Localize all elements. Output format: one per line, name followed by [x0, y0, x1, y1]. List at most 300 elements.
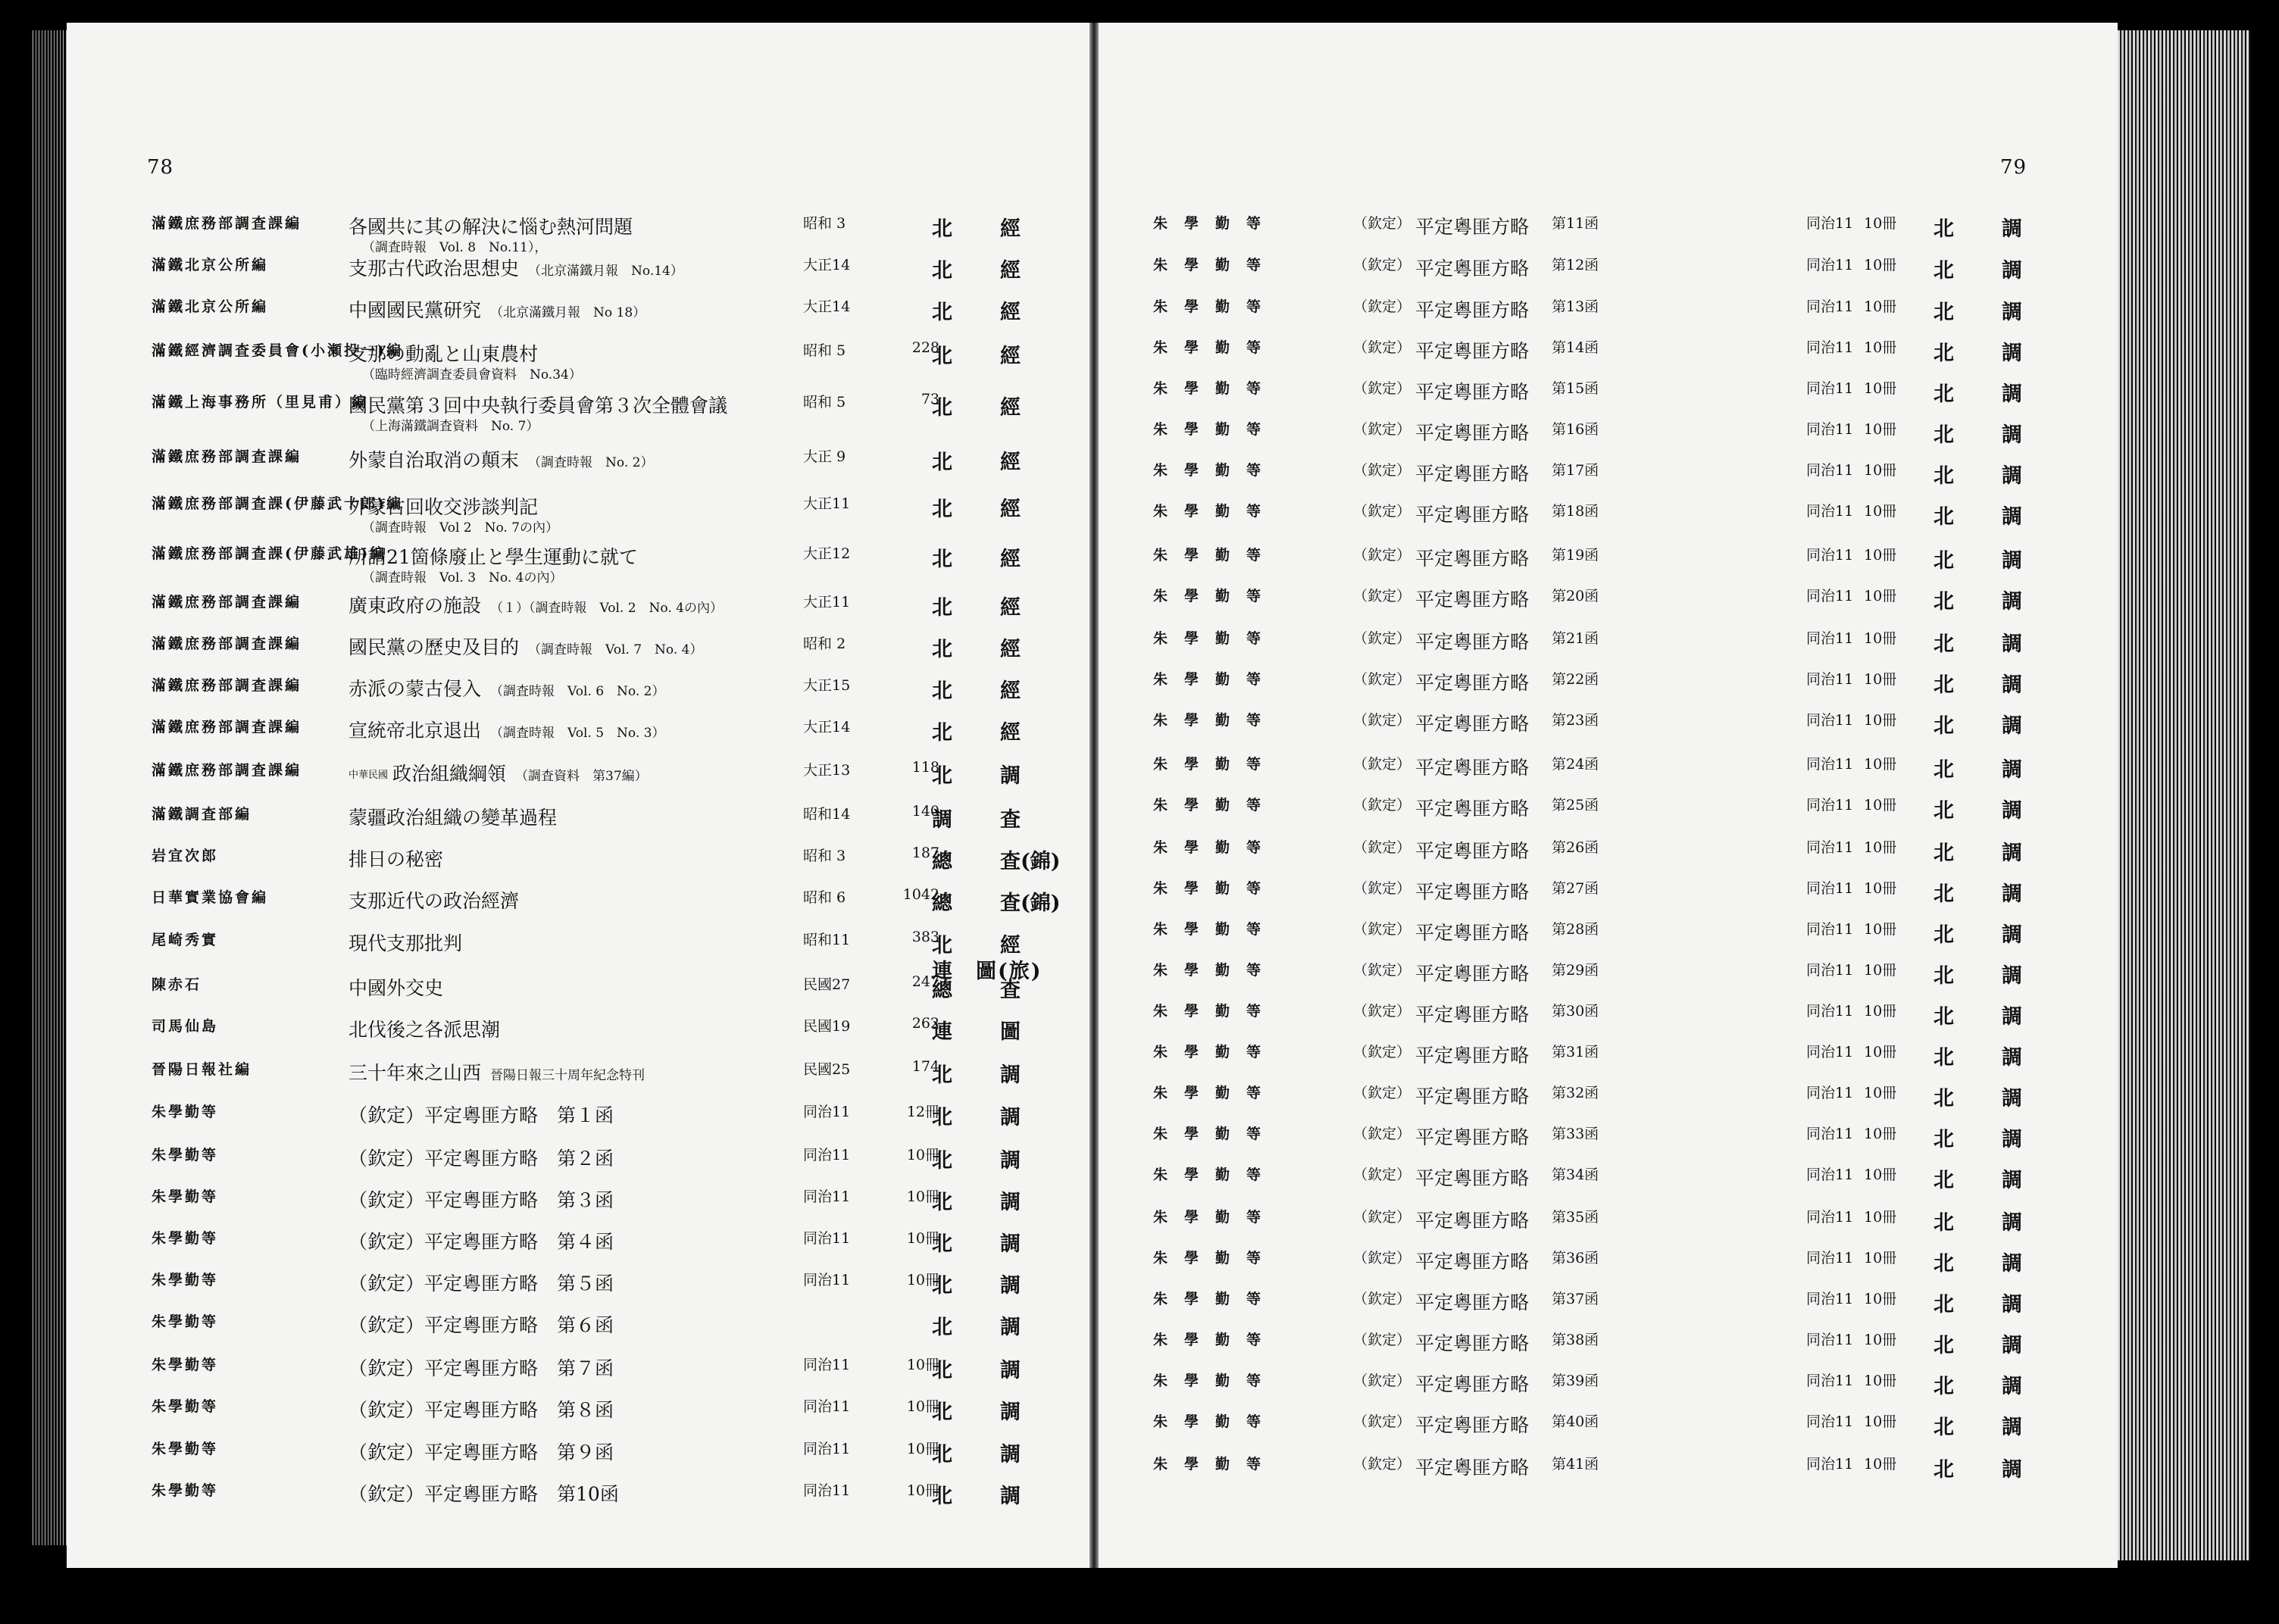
entry-class: 調	[2002, 423, 2022, 447]
entry-author: 滿鐵庶務部調査課編	[152, 719, 302, 735]
catalog-row	[1099, 1369, 2118, 1407]
entry-author: 朱學勤等	[1153, 1456, 1278, 1473]
entry-case-number: 第19函	[1552, 547, 1599, 564]
entry-location: 北	[1934, 1375, 1954, 1398]
entry-class: 調	[2002, 1046, 2022, 1070]
entry-location: 北	[1934, 342, 1954, 365]
entry-source: （調査時報 Vol. 3 No. 4の內）	[362, 570, 563, 586]
entry-volumes: 10冊	[1864, 1126, 1897, 1142]
entry-location: 北	[1934, 673, 1954, 697]
catalog-row	[1099, 377, 2118, 415]
entry-source: （調査時報 No. 2）	[528, 455, 654, 470]
entry-author: 朱學勤等	[152, 1313, 219, 1330]
page-number: 78	[147, 156, 174, 179]
entry-date: 同治11	[1806, 1044, 1854, 1060]
entry-location: 北	[932, 1485, 954, 1508]
entry-title-prefix: （欽定）	[1353, 921, 1411, 938]
entry-location: 總	[932, 892, 954, 915]
entry-author: 朱學勤等	[1153, 1413, 1278, 1430]
entry-title: 平定粵匪方略	[1415, 258, 1530, 280]
entry-location: 北	[1934, 1334, 1954, 1357]
right-page-edge	[2118, 30, 2250, 1560]
entry-location: 北	[932, 596, 954, 620]
catalog-row	[1099, 1329, 2118, 1366]
entry-author: 滿鐵北京公所編	[152, 298, 269, 315]
entry-title-line	[349, 759, 864, 786]
entry-case-number: 第27函	[1552, 880, 1599, 897]
entry-class: 調	[2002, 1375, 2022, 1398]
entry-title: 平定粵匪方略	[1415, 1004, 1530, 1026]
entry-volumes: 10冊	[906, 1398, 939, 1415]
entry-title-line	[349, 1185, 864, 1213]
entry-class: 調	[2002, 1458, 2022, 1482]
entry-class: 調	[2002, 383, 2022, 406]
entry-class: 調	[2002, 301, 2022, 324]
entry-location: 北	[1934, 923, 1954, 947]
entry-date: 同治11	[1806, 1209, 1854, 1226]
entry-source: 晉陽日報三十周年紀念特刊	[490, 1068, 646, 1083]
entry-class: 經	[1000, 259, 1021, 283]
entry-date: 同治11	[1806, 421, 1854, 438]
entry-author: 滿鐵庶務部調査課編	[152, 636, 302, 652]
entry-title: 國民黨第３回中央執行委員會第３次全體會議	[349, 395, 728, 417]
entry-class: 調	[2002, 1005, 2022, 1029]
entry-source: （調査資料 第37編）	[515, 769, 648, 784]
entry-class: 經	[1000, 396, 1021, 420]
entry-author: 朱學勤等	[1153, 1126, 1278, 1142]
entry-volumes: 174	[911, 1058, 939, 1075]
entry-volumes: 10冊	[1864, 215, 1897, 232]
entry-title: 平定粵匪方略	[1415, 922, 1530, 944]
entry-volumes: 228	[911, 339, 939, 356]
entry-title: 平定粵匪方略	[1415, 798, 1530, 820]
entry-title-block	[349, 1101, 864, 1128]
entry-volumes: 10冊	[1864, 839, 1897, 856]
entry-title-prefix: （欽定）	[1353, 1291, 1411, 1307]
entry-class: 經	[1000, 638, 1021, 661]
catalog-row	[1099, 668, 2118, 706]
entry-title: （欽定）平定粵匪方略 第10函	[349, 1483, 619, 1505]
entry-title: 宣統帝北京退出	[349, 720, 482, 742]
entry-title: 廣東政府の施設	[349, 595, 482, 617]
entry-class: 經	[1000, 451, 1021, 474]
entry-title-line	[349, 445, 864, 473]
entry-title-block	[349, 339, 864, 383]
entry-location: 北	[1934, 799, 1954, 823]
entry-author: 朱學勤等	[1153, 630, 1278, 647]
entry-author: 滿鐵庶務部調査課編	[152, 762, 302, 779]
entry-title-prefix: （欽定）	[1353, 962, 1411, 979]
catalog-row	[1099, 1247, 2118, 1285]
entry-date: 同治11	[803, 1482, 851, 1499]
entry-author: 朱學勤等	[1153, 1166, 1278, 1183]
entry-class: 調	[2002, 464, 2022, 488]
entry-location: 北	[1934, 1416, 1954, 1439]
entry-title-block	[349, 1395, 864, 1423]
entry-title-line	[349, 591, 864, 618]
entry-author: 司馬仙島	[152, 1018, 219, 1035]
catalog-row	[1099, 1000, 2118, 1038]
entry-class: 圖	[1000, 1020, 1021, 1044]
entry-location-secondary: 連 圖(旅)	[932, 960, 1043, 983]
entry-title-block	[349, 1015, 864, 1042]
entry-title-block	[349, 1144, 864, 1171]
entry-author: 滿鐵庶務部調査課(伊藤武雄)編	[152, 545, 386, 562]
entry-title-prefix: （欽定）	[1353, 503, 1411, 520]
entry-title: 平定粵匪方略	[1415, 1251, 1530, 1273]
entry-author: 朱學勤等	[152, 1104, 219, 1120]
catalog-row	[1099, 500, 2118, 538]
entry-title-block	[349, 1310, 864, 1338]
entry-date: 同治11	[803, 1441, 851, 1457]
entry-date: 昭和 6	[803, 889, 846, 906]
entry-title: 中國國民黨研究	[349, 299, 482, 321]
entry-date: 同治11	[1806, 380, 1854, 397]
entry-location: 北	[1934, 1046, 1954, 1070]
catalog-row	[67, 1269, 1089, 1307]
entry-location: 北	[932, 301, 954, 324]
entry-title-block	[349, 1227, 864, 1254]
entry-author: 朱學勤等	[1153, 1291, 1278, 1307]
entry-case-number: 第39函	[1552, 1373, 1599, 1389]
entry-location: 北	[932, 1191, 954, 1214]
entry-volumes: 10冊	[1864, 1209, 1897, 1226]
entry-case-number: 第26函	[1552, 839, 1599, 856]
entry-title-prefix: （欽定）	[1353, 1166, 1411, 1183]
catalog-row	[1099, 418, 2118, 456]
entry-date: 同治11	[1806, 1332, 1854, 1348]
catalog-row	[67, 445, 1089, 483]
entry-volumes: 73	[921, 391, 939, 408]
book-gutter	[1089, 23, 1099, 1568]
entry-date: 同治11	[1806, 1085, 1854, 1101]
entry-source: （臨時經濟調査委員會資料 No.34）	[362, 367, 582, 383]
entry-title: 平定粵匪方略	[1415, 1045, 1530, 1067]
entry-title-block	[349, 542, 864, 586]
entry-author: 朱學勤等	[1153, 1250, 1278, 1266]
entry-author: 陳赤石	[152, 976, 202, 993]
catalog-row	[1099, 1082, 2118, 1120]
entry-title-prefix: （欽定）	[1353, 1044, 1411, 1060]
catalog-row	[1099, 212, 2118, 250]
catalog-row	[67, 339, 1089, 383]
entry-location: 北	[932, 1359, 954, 1382]
entry-title-line	[349, 295, 864, 323]
entry-date: 同治11	[1806, 1456, 1854, 1473]
entry-date: 同治11	[1806, 547, 1854, 564]
entry-title: 平定粵匪方略	[1415, 1457, 1530, 1479]
entry-date: 大正14	[803, 719, 851, 735]
entry-case-number: 第17函	[1552, 462, 1599, 479]
catalog-row	[1099, 1206, 2118, 1244]
entry-date: 同治11	[1806, 880, 1854, 897]
entry-volumes: 383	[911, 929, 939, 945]
entry-location: 北	[1934, 590, 1954, 614]
entry-class: 經	[1000, 934, 1021, 957]
entry-location: 北	[1934, 758, 1954, 782]
catalog-row	[67, 632, 1089, 670]
entry-volumes: 10冊	[1864, 462, 1897, 479]
entry-class: 經	[1000, 217, 1021, 241]
entry-location: 總	[932, 850, 954, 873]
entry-title: 平定粵匪方略	[1415, 840, 1530, 862]
catalog-row	[67, 803, 1089, 841]
entry-location: 北	[1934, 423, 1954, 447]
entry-title-line	[349, 886, 864, 914]
entry-title-line	[349, 632, 864, 660]
entry-case-number: 第23函	[1552, 712, 1599, 729]
entry-author: 朱學勤等	[1153, 1003, 1278, 1020]
entry-location: 北	[932, 764, 954, 788]
entry-date: 同治11	[1806, 962, 1854, 979]
entry-location: 北	[932, 721, 954, 745]
entry-title: 平定粵匪方略	[1415, 1167, 1530, 1189]
entry-title-prefix: （欽定）	[1353, 339, 1411, 356]
entry-title-line	[349, 845, 864, 872]
entry-title-prefix: （欽定）	[1353, 380, 1411, 397]
entry-location: 北	[1934, 1005, 1954, 1029]
entry-date: 昭和 2	[803, 636, 846, 652]
entry-author: 朱學勤等	[152, 1272, 219, 1288]
entry-volumes: 10冊	[1864, 421, 1897, 438]
entry-date: 同治11	[803, 1147, 851, 1163]
entry-case-number: 第15函	[1552, 380, 1599, 397]
entry-volumes: 10冊	[906, 1272, 939, 1288]
entry-case-number: 第41函	[1552, 1456, 1599, 1473]
entry-class: 調	[2002, 714, 2022, 738]
entry-date: 昭和14	[803, 806, 851, 823]
catalog-row	[67, 295, 1089, 333]
entry-class: 調	[2002, 549, 2022, 573]
entry-volumes: 10冊	[1864, 756, 1897, 773]
entry-case-number: 第14函	[1552, 339, 1599, 356]
entry-author: 滿鐵庶務部調査課編	[152, 448, 302, 465]
entry-class: 調	[2002, 882, 2022, 906]
entry-author: 朱學勤等	[152, 1441, 219, 1457]
entry-volumes: 10冊	[1864, 547, 1897, 564]
entry-case-number: 第20函	[1552, 588, 1599, 604]
entry-class: 調	[2002, 1252, 2022, 1276]
entry-case-number: 第38函	[1552, 1332, 1599, 1348]
catalog-row	[1099, 1123, 2118, 1160]
entry-class: 調	[1000, 1316, 1021, 1339]
entry-location: 北	[1934, 964, 1954, 988]
entry-volumes: 187	[911, 845, 939, 861]
entry-date: 同治11	[803, 1357, 851, 1373]
entry-class: 調	[1000, 764, 1021, 788]
entry-title: 平定粵匪方略	[1415, 1085, 1530, 1107]
entry-title-prefix: 中華民國	[349, 770, 389, 781]
entry-date: 大正11	[803, 594, 851, 611]
catalog-row	[1099, 959, 2118, 997]
entry-case-number: 第16函	[1552, 421, 1599, 438]
entry-title-line	[349, 929, 864, 956]
entry-title: 現代支那批判	[349, 932, 463, 954]
catalog-row	[1099, 1041, 2118, 1079]
entry-location: 北	[932, 1232, 954, 1256]
catalog-row	[67, 1185, 1089, 1223]
entry-date: 昭和 3	[803, 848, 846, 864]
entry-class: 調	[2002, 758, 2022, 782]
entry-date: 同治11	[1806, 712, 1854, 729]
entry-volumes: 10冊	[1864, 257, 1897, 273]
entry-date: 同治11	[1806, 1166, 1854, 1183]
entry-author: 朱學勤等	[1153, 257, 1278, 273]
entry-title: （欽定）平定粵匪方略 第７函	[349, 1357, 614, 1379]
catalog-row	[67, 845, 1089, 882]
entry-location: 北	[932, 934, 954, 957]
entry-author: 朱學勤等	[1153, 1209, 1278, 1226]
catalog-row	[1099, 794, 2118, 832]
entry-title-block	[349, 1185, 864, 1213]
entry-title: 平定粵匪方略	[1415, 340, 1530, 362]
entry-source: （調査時報 Vol. 5 No. 3）	[490, 726, 665, 741]
entry-location: 北	[1934, 1252, 1954, 1276]
entry-source: （調査時報 Vol. 8 No.11），	[362, 240, 548, 255]
entry-title-line	[349, 1101, 864, 1128]
catalog-row	[67, 716, 1089, 754]
entry-case-number: 第29函	[1552, 962, 1599, 979]
entry-class: 調	[2002, 632, 2022, 656]
entry-title-block	[349, 1479, 864, 1507]
entry-author: 朱學勤等	[1153, 1044, 1278, 1060]
entry-author: 朱學勤等	[1153, 588, 1278, 604]
entry-title: 各國共に其の解決に惱む熱河問題	[349, 216, 633, 238]
entry-title-block	[349, 445, 864, 473]
entry-location: 北	[932, 679, 954, 703]
entry-class: 調	[2002, 923, 2022, 947]
entry-date: 同治11	[1806, 462, 1854, 479]
entry-volumes: 10冊	[1864, 298, 1897, 315]
entry-location: 北	[1934, 464, 1954, 488]
entry-location: 北	[1934, 632, 1954, 656]
entry-date: 同治11	[1806, 1003, 1854, 1020]
entry-author: 朱學勤等	[1153, 1332, 1278, 1348]
catalog-row	[67, 254, 1089, 292]
entry-class: 調	[2002, 342, 2022, 365]
entry-title: 平定粵匪方略	[1415, 881, 1530, 903]
catalog-row	[67, 1015, 1089, 1053]
entry-location: 北	[1934, 1128, 1954, 1151]
entry-title: （欽定）平定粵匪方略 第９函	[349, 1441, 614, 1463]
entry-title-prefix: （欽定）	[1353, 1209, 1411, 1226]
entry-author: 朱學勤等	[1153, 797, 1278, 814]
entry-class: 調	[2002, 1128, 2022, 1151]
entry-date: 昭和 3	[803, 215, 846, 232]
entry-title-prefix: （欽定）	[1353, 630, 1411, 647]
entry-title: 排日の秘密	[349, 848, 444, 870]
entry-title: 平定粵匪方略	[1415, 757, 1530, 779]
entry-title-prefix: （欽定）	[1353, 421, 1411, 438]
entry-case-number: 第21函	[1552, 630, 1599, 647]
entry-date: 昭和11	[803, 932, 851, 948]
entry-volumes: 10冊	[1864, 1003, 1897, 1020]
entry-location: 北	[932, 451, 954, 474]
entry-title-block	[349, 254, 864, 281]
entry-location: 北	[1934, 1458, 1954, 1482]
entry-title: 平定粵匪方略	[1415, 299, 1530, 321]
entry-author: 滿鐵經濟調査委員會(小瀬投一)編	[152, 342, 403, 359]
entry-class: 調	[2002, 1087, 2022, 1110]
entry-volumes: 10冊	[906, 1482, 939, 1499]
entry-class: 調	[1000, 1443, 1021, 1466]
catalog-row	[67, 1058, 1089, 1096]
entry-date: 同治11	[1806, 503, 1854, 520]
entry-class: 經	[1000, 498, 1021, 521]
entry-volumes: 10冊	[1864, 797, 1897, 814]
entry-volumes: 10冊	[1864, 588, 1897, 604]
entry-title-prefix: （欽定）	[1353, 1413, 1411, 1430]
entry-date: 同治11	[803, 1104, 851, 1120]
entry-title-block	[349, 1269, 864, 1296]
entry-title-line	[349, 492, 864, 520]
entry-case-number: 第35函	[1552, 1209, 1599, 1226]
entry-location: 北	[1934, 1293, 1954, 1316]
entry-title: 支那近代の政治經濟	[349, 890, 520, 912]
entry-title-line	[349, 1354, 864, 1381]
entry-title: （欽定）平定粵匪方略 第５函	[349, 1273, 614, 1295]
catalog-row	[67, 674, 1089, 712]
entry-title: 平定粵匪方略	[1415, 1373, 1530, 1395]
entry-location: 調	[932, 808, 954, 832]
entry-class: 經	[1000, 679, 1021, 703]
catalog-row	[67, 591, 1089, 629]
entry-author: 朱學勤等	[1153, 215, 1278, 232]
entry-title-block	[349, 674, 864, 701]
entry-location: 連	[932, 1020, 954, 1044]
entry-title-line	[349, 254, 864, 281]
catalog-row	[1099, 254, 2118, 292]
entry-title-block	[349, 295, 864, 323]
entry-title-block	[349, 929, 864, 956]
entry-author: 朱學勤等	[1153, 921, 1278, 938]
entry-date: 同治11	[1806, 298, 1854, 315]
catalog-row	[1099, 459, 2118, 497]
entry-case-number: 第36函	[1552, 1250, 1599, 1266]
catalog-row	[67, 1438, 1089, 1476]
entry-author: 朱學勤等	[152, 1230, 219, 1247]
entry-volumes: 10冊	[1864, 880, 1897, 897]
catalog-row	[1099, 1410, 2118, 1448]
entry-title: 平定粵匪方略	[1415, 713, 1530, 735]
entry-title: （欽定）平定粵匪方略 第３函	[349, 1189, 614, 1211]
entry-date: 同治11	[803, 1230, 851, 1247]
entry-class: 調	[2002, 259, 2022, 283]
entry-case-number: 第24函	[1552, 756, 1599, 773]
entry-date: 大正15	[803, 677, 851, 694]
catalog-row	[1099, 544, 2118, 582]
entry-date: 大正 9	[803, 448, 846, 465]
entry-location: 北	[932, 1063, 954, 1087]
entry-volumes: 10冊	[1864, 1166, 1897, 1183]
entry-volumes: 10冊	[1864, 1291, 1897, 1307]
entry-title-line	[349, 1227, 864, 1254]
entry-title-prefix: （欽定）	[1353, 462, 1411, 479]
entry-location: 北	[1934, 505, 1954, 529]
entry-date: 同治11	[1806, 1413, 1854, 1430]
entry-title-prefix: （欽定）	[1353, 797, 1411, 814]
entry-author: 朱學勤等	[1153, 421, 1278, 438]
entry-location: 北	[932, 1443, 954, 1466]
catalog-row	[1099, 753, 2118, 791]
entry-author: 朱學勤等	[152, 1188, 219, 1205]
catalog-row	[1099, 709, 2118, 747]
entry-volumes: 10冊	[1864, 1250, 1897, 1266]
entry-case-number: 第30函	[1552, 1003, 1599, 1020]
entry-author: 岩宜次郎	[152, 848, 219, 864]
entry-author: 朱學勤等	[152, 1147, 219, 1163]
entry-title-line	[349, 391, 864, 418]
